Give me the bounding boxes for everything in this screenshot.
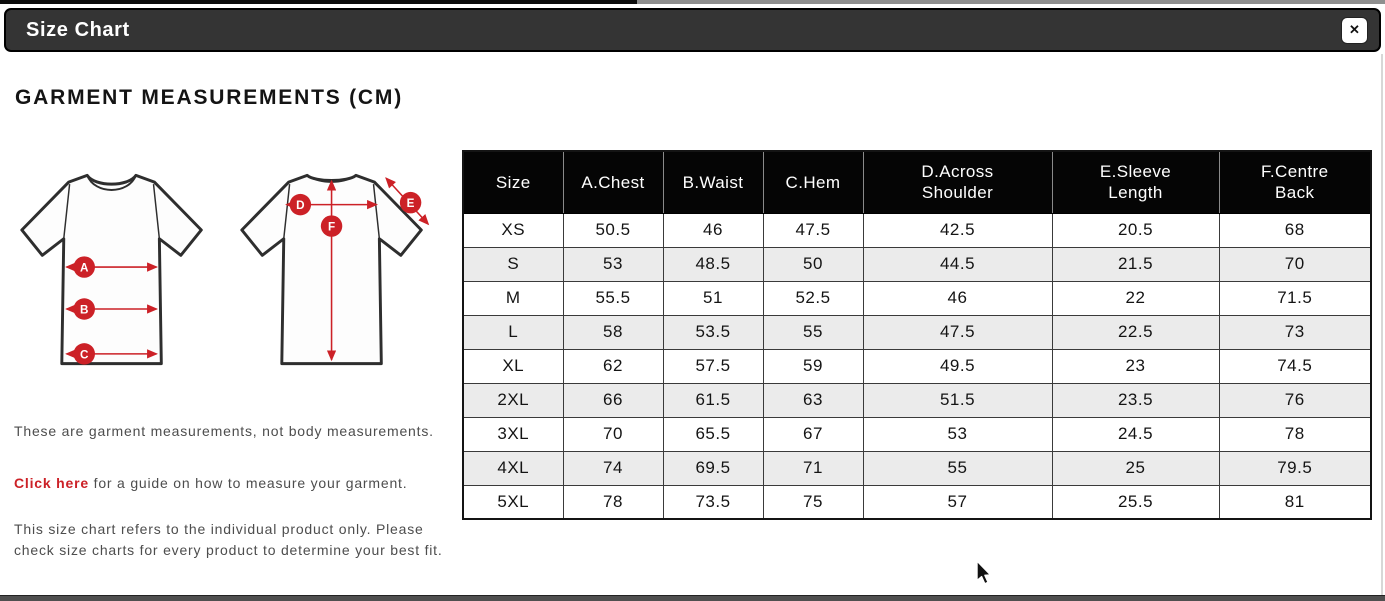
table-cell: 51 [663, 281, 763, 315]
table-cell: 47.5 [863, 315, 1052, 349]
table-cell: 79.5 [1219, 451, 1371, 485]
table-cell: 67 [763, 417, 863, 451]
table-cell: 58 [563, 315, 663, 349]
measure-guide-note-rest: for a guide on how to measure your garment. [88, 475, 408, 491]
table-cell: 57.5 [663, 349, 763, 383]
table-cell: 76 [1219, 383, 1371, 417]
table-cell: 55 [763, 315, 863, 349]
tshirt-front-diagram [14, 163, 214, 375]
table-cell: 70 [1219, 247, 1371, 281]
table-row [463, 213, 1371, 247]
column-header: B.Waist [663, 151, 763, 213]
table-cell: 51.5 [863, 383, 1052, 417]
table-cell: 74 [563, 451, 663, 485]
table-cell: 3XL [463, 417, 563, 451]
table-cell: 63 [763, 383, 863, 417]
table-cell: 69.5 [663, 451, 763, 485]
table-cell: 78 [563, 485, 663, 519]
size-table-header [463, 151, 1371, 213]
table-cell: 25 [1052, 451, 1219, 485]
table-cell: 46 [663, 213, 763, 247]
table-cell: 61.5 [663, 383, 763, 417]
click-here-link[interactable]: Click here [14, 475, 89, 491]
column-header: F.Centre Back [1219, 151, 1371, 213]
table-cell: 75 [763, 485, 863, 519]
table-cell: M [463, 281, 563, 315]
table-cell: 50 [763, 247, 863, 281]
table-cell: 47.5 [763, 213, 863, 247]
label-d: D [296, 199, 305, 212]
table-cell: 74.5 [1219, 349, 1371, 383]
table-cell: 22 [1052, 281, 1219, 315]
close-icon[interactable]: ✕ [1342, 18, 1367, 43]
table-cell: 5XL [463, 485, 563, 519]
label-c: C [80, 348, 89, 362]
table-cell: 44.5 [863, 247, 1052, 281]
column-header: E.Sleeve Length [1052, 151, 1219, 213]
table-cell: 22.5 [1052, 315, 1219, 349]
table-cell: 78 [1219, 417, 1371, 451]
table-cell: 55.5 [563, 281, 663, 315]
column-header: C.Hem [763, 151, 863, 213]
table-cell: 21.5 [1052, 247, 1219, 281]
table-cell: 25.5 [1052, 485, 1219, 519]
mouse-cursor [976, 560, 994, 586]
table-cell: XS [463, 213, 563, 247]
table-cell: 65.5 [663, 417, 763, 451]
table-cell: 2XL [463, 383, 563, 417]
table-cell: 50.5 [563, 213, 663, 247]
page-bottom-bar [0, 595, 1385, 601]
page-title: GARMENT MEASUREMENTS (CM) [15, 86, 403, 109]
column-header: A.Chest [563, 151, 663, 213]
table-row [463, 315, 1371, 349]
size-chart-table [462, 150, 1372, 520]
tshirt-back-diagram [234, 163, 434, 375]
page-top-bar [0, 0, 1385, 4]
measure-guide-note [14, 473, 446, 494]
table-cell: 4XL [463, 451, 563, 485]
table-cell: 46 [863, 281, 1052, 315]
table-row [463, 485, 1371, 519]
table-cell: 66 [563, 383, 663, 417]
modal-header [4, 8, 1381, 52]
table-row [463, 281, 1371, 315]
column-header: Size [463, 151, 563, 213]
table-cell: 24.5 [1052, 417, 1219, 451]
garment-note: These are garment measurements, not body measurements. [14, 423, 434, 439]
table-cell: 59 [763, 349, 863, 383]
table-cell: 57 [863, 485, 1052, 519]
label-f: F [327, 220, 336, 234]
table-cell: 53 [563, 247, 663, 281]
table-cell: L [463, 315, 563, 349]
column-header: D.Across Shoulder [863, 151, 1052, 213]
table-cell: 62 [563, 349, 663, 383]
table-cell: 48.5 [663, 247, 763, 281]
table-cell: 53 [863, 417, 1052, 451]
table-row [463, 417, 1371, 451]
table-cell: 73.5 [663, 485, 763, 519]
table-cell: 20.5 [1052, 213, 1219, 247]
modal-title: Size Chart [26, 18, 130, 41]
page-top-bar-progress [0, 0, 637, 4]
table-cell: S [463, 247, 563, 281]
table-row [463, 383, 1371, 417]
page-right-edge [1381, 54, 1383, 595]
table-cell: 71 [763, 451, 863, 485]
label-a: A [80, 261, 89, 275]
table-cell: 52.5 [763, 281, 863, 315]
table-cell: 23 [1052, 349, 1219, 383]
tshirt-front-outline [22, 175, 202, 363]
table-row [463, 247, 1371, 281]
table-cell: 70 [563, 417, 663, 451]
table-row [463, 451, 1371, 485]
table-cell: 55 [863, 451, 1052, 485]
individual-product-note: This size chart refers to the individual product only. Please check size charts for every product to determine your best fit. [14, 521, 443, 558]
garment-diagrams [14, 163, 454, 375]
table-cell: 68 [1219, 213, 1371, 247]
table-cell: 81 [1219, 485, 1371, 519]
table-cell: 73 [1219, 315, 1371, 349]
table-cell: 49.5 [863, 349, 1052, 383]
table-cell: 53.5 [663, 315, 763, 349]
table-cell: 71.5 [1219, 281, 1371, 315]
label-b: B [80, 303, 89, 317]
table-cell: 42.5 [863, 213, 1052, 247]
table-cell: 23.5 [1052, 383, 1219, 417]
table-row [463, 349, 1371, 383]
table-cell: XL [463, 349, 563, 383]
label-e: E [406, 197, 415, 211]
